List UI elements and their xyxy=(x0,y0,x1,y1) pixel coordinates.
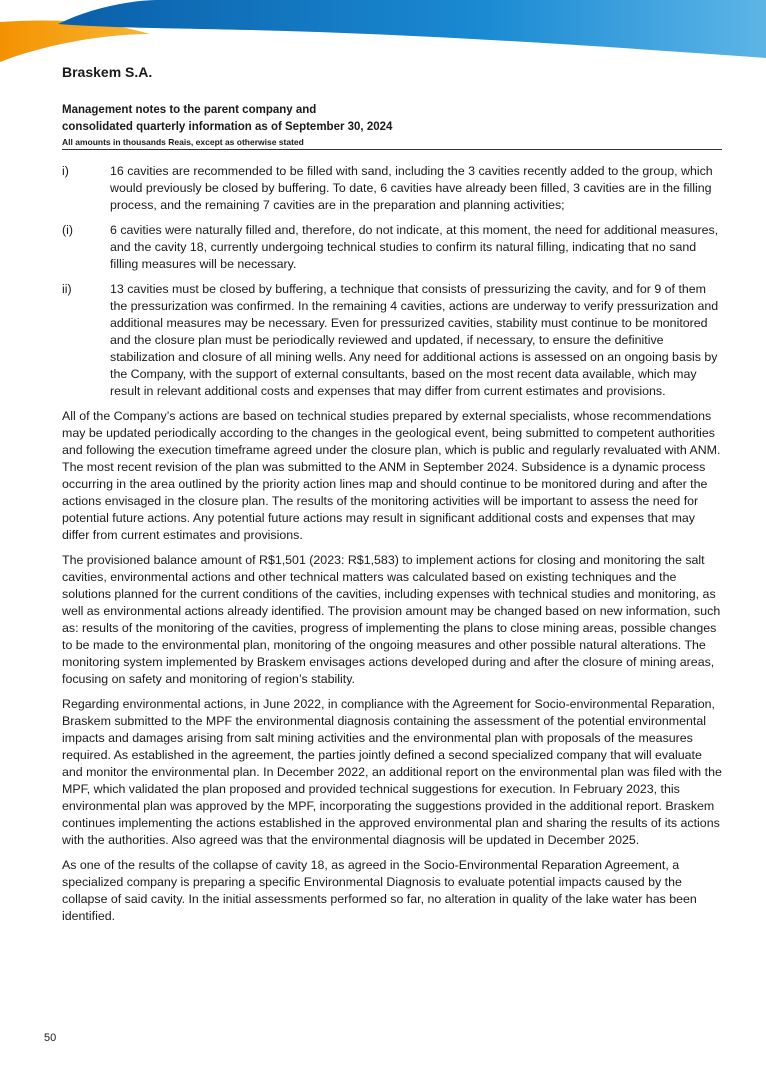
header-banner xyxy=(0,0,766,70)
report-title-line1: Management notes to the parent company and xyxy=(62,104,317,116)
list-marker: i) xyxy=(62,164,69,178)
paragraph-cavity-18: As one of the results of the collapse of cavity 18, as agreed in the Socio-Environmental Reparation Agreement, a specialized company is preparing a specific Environmental Diagnosis to evaluate potential impacts caused by the collapse of said cavity. In the initial assessments performed so far, no alteration in quality of the lake water has been identified. xyxy=(62,858,697,923)
list-item-text: 16 cavities are recommended to be filled with sand, including the 3 cavities recently added to the group, which would previously be closed by buffering. To date, 6 cavities have already been filled, 3 cavities are in the filling process, and the remaining 7 cavities are in the preparation and planning activities; xyxy=(110,164,713,212)
paragraph-technical-studies: All of the Company’s actions are based on technical studies prepared by external specialists, whose recommendations may be updated periodically according to the changes in the geological event, being submitted to competent authorities and following the execution timeframe agreed under the closure plan, which is public and regularly revaluated with ANM. The most recent revision of the plan was submitted to the ANM in September 2024. Subsidence is a dynamic process occurring in the area outlined by the priority action lines map and should continue to be monitored during and after the actions envisaged in the closure plan. The results of the monitoring activities will be important to assess the need for potential future actions. Any potential future actions may result in significant additional costs and expenses that may differ from current estimates and provisions. xyxy=(62,409,721,542)
document-header xyxy=(62,64,722,148)
list-item xyxy=(62,222,722,273)
paragraph-environmental-actions: Regarding environmental actions, in June 2022, in compliance with the Agreement for Socio-environmental Reparation, Braskem submitted to the MPF the environmental diagnosis containing the assessment of the potential environmental impacts and damages arising from salt mining activities and the environmental plan with proposals of the measures required. As established in the agreement, the parties jointly defined a second specialized company that will evaluate and monitor the environmental plan. In December 2022, an additional report on the environmental plan was filed with the MPF, which validated the plan proposed and provided technical suggestions for execution. In February 2023, this environmental plan was approved by the MPF, incorporating the suggestions provided in the additional report. Braskem continues implementing the actions established in the approved environmental plan and sharing the results of its actions with the authorities. Also agreed was that the environmental diagnosis will be updated in December 2025. xyxy=(62,697,722,847)
list-marker: ii) xyxy=(62,282,72,296)
page-number: 50 xyxy=(44,1032,57,1044)
report-title-line2: consolidated quarterly information as of September 30, 2024 xyxy=(62,121,393,133)
list-item-text: 6 cavities were naturally filled and, therefore, do not indicate, at this moment, the need for additional measures, and the cavity 18, currently undergoing technical studies to confirm its natural filling, indicating that no sand filling measures will be necessary. xyxy=(110,223,719,271)
paragraph-provisioned-balance: The provisioned balance amount of R$1,501 (2023: R$1,583) to implement actions for closing and monitoring the salt cavities, environmental actions and other technical matters was calculated based on existing techniques and the solutions planned for the current conditions of the cavities, including expenses with technical studies and monitoring, as well as environmental actions already identified. The provision amount may be changed based on new information, such as: results of the monitoring of the cavities, progress of implementing the plans to close mining areas, possible changes to be made to the environmental plan, monitoring of the ongoing measures and other possible natural alterations. The monitoring system implemented by Braskem envisages actions developed during and after the closure of mining areas, focusing on safety and monitoring of region’s stability. xyxy=(62,553,721,686)
list-marker: (i) xyxy=(62,223,74,237)
amounts-note: All amounts in thousands Reais, except as otherwise stated xyxy=(62,137,304,147)
document-body xyxy=(62,163,722,933)
company-name: Braskem S.A. xyxy=(62,64,153,80)
banner-blue-swoosh xyxy=(58,0,766,58)
list-item xyxy=(62,281,722,400)
list-item xyxy=(62,163,722,214)
header-divider xyxy=(62,149,722,150)
list-item-text: 13 cavities must be closed by buffering, a technique that consists of pressurizing the cavity, and for 9 of them the pressurization was confirmed. In the remaining 4 cavities, actions are underway to verify pressurization and additional measures may be necessary. Even for pressurized cavities, stability must continue to be monitored and the closure plan must be periodically reviewed and updated, if necessary, to ensure the definitive stabilization and closure of all mining wells. Any need for additional actions is assessed on an ongoing basis by the Company, with the support of external consultants, based on the most recent data available, which may result in relevant additional costs and expenses that may differ from current estimates and provisions. xyxy=(110,282,719,398)
